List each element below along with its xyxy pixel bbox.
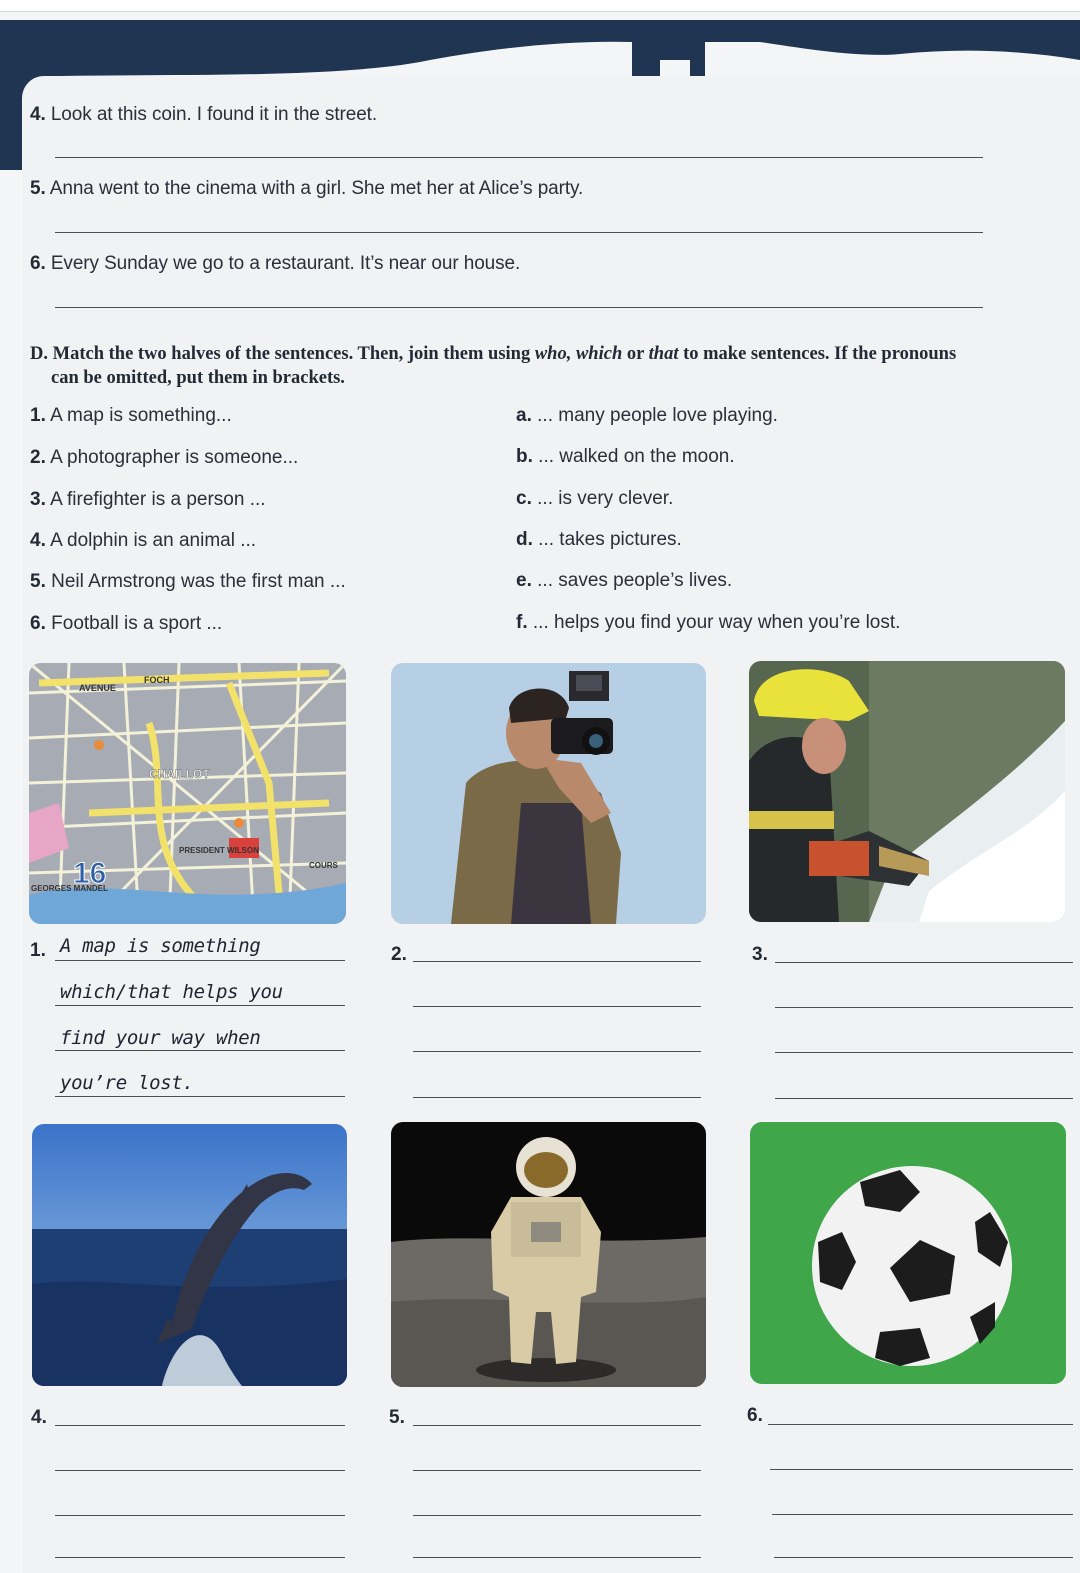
answer-line-3a[interactable] bbox=[775, 962, 1073, 963]
right-half-a: a. ... many people love playing. bbox=[516, 405, 778, 426]
answer-number-5: 5. bbox=[389, 1407, 405, 1428]
answer-line-4d[interactable] bbox=[55, 1557, 345, 1558]
question-4: 4. Look at this coin. I found it in the street. bbox=[30, 104, 378, 125]
answer-line-5d[interactable] bbox=[413, 1557, 701, 1558]
answer-line-q5[interactable] bbox=[55, 232, 983, 233]
dolphin-image bbox=[32, 1124, 347, 1386]
left-half-5: 5. Neil Armstrong was the first man ... bbox=[30, 571, 346, 592]
photographer-image bbox=[391, 663, 706, 924]
astronaut-image bbox=[391, 1122, 706, 1387]
left-half-4: 4. A dolphin is an animal ... bbox=[30, 530, 257, 551]
answer-line-6a[interactable] bbox=[768, 1424, 1073, 1425]
answer-number-6: 6. bbox=[747, 1405, 763, 1426]
right-half-c: c. ... is very clever. bbox=[516, 488, 674, 509]
task-d-instructions: D. Match the two halves of the sentences. Then, join them using who, which or that to make sentences. If the pronouns can be omitted, put them in brackets. bbox=[30, 344, 957, 388]
answer-number-2: 2. bbox=[391, 944, 407, 965]
answer-line-4a[interactable] bbox=[55, 1425, 345, 1426]
answer-line-1d[interactable] bbox=[55, 1096, 345, 1097]
answer-line-5a[interactable] bbox=[413, 1425, 701, 1426]
answer-line-4c[interactable] bbox=[55, 1515, 345, 1516]
map-label-avenue: AVENUE bbox=[79, 683, 116, 693]
answer-line-1b[interactable] bbox=[55, 1005, 345, 1006]
map-label-cours: COURS bbox=[309, 861, 338, 870]
answer-line-1c[interactable] bbox=[55, 1050, 345, 1051]
right-half-f: f. ... helps you find your way when you’re lost. bbox=[516, 612, 901, 633]
answer-number-4: 4. bbox=[31, 1407, 47, 1428]
left-half-1: 1. A map is something... bbox=[30, 405, 232, 426]
answer-line-3d[interactable] bbox=[775, 1098, 1073, 1099]
map-image bbox=[29, 663, 346, 924]
map-label-georges-mandel: GEORGES MANDEL bbox=[31, 884, 108, 893]
answer-line-3c[interactable] bbox=[775, 1052, 1073, 1053]
right-half-d: d. ... takes pictures. bbox=[516, 529, 682, 550]
firefighter-image bbox=[749, 661, 1065, 922]
answer-number-1: 1. bbox=[30, 940, 46, 961]
answer-line-6b[interactable] bbox=[770, 1469, 1073, 1470]
question-5: 5. Anna went to the cinema with a girl. She met her at Alice’s party. bbox=[30, 178, 584, 199]
right-half-b: b. ... walked on the moon. bbox=[516, 446, 735, 467]
answer-line-q6[interactable] bbox=[55, 307, 983, 308]
map-label-president-wilson: PRESIDENT WILSON bbox=[179, 846, 260, 855]
left-half-2: 2. A photographer is someone... bbox=[30, 447, 299, 468]
map-label-district: 16 bbox=[73, 857, 107, 890]
map-label-chaillot: CHAILLOT bbox=[149, 767, 210, 781]
answer-line-2a[interactable] bbox=[413, 961, 701, 962]
football-image bbox=[750, 1122, 1066, 1384]
answer-line-3b[interactable] bbox=[775, 1007, 1073, 1008]
top-border bbox=[0, 0, 1080, 12]
answer-line-6c[interactable] bbox=[772, 1514, 1073, 1515]
example-answer-line-3: find your way when bbox=[60, 1027, 261, 1049]
map-label-foch: FOCH bbox=[144, 675, 170, 685]
answer-line-q4[interactable] bbox=[55, 157, 983, 158]
left-half-3: 3. A firefighter is a person ... bbox=[30, 489, 266, 510]
answer-line-5c[interactable] bbox=[413, 1515, 701, 1516]
question-6: 6. Every Sunday we go to a restaurant. It’s near our house. bbox=[30, 253, 521, 274]
answer-line-6d[interactable] bbox=[774, 1557, 1073, 1558]
answer-line-2d[interactable] bbox=[413, 1097, 701, 1098]
answer-line-1a[interactable] bbox=[55, 960, 345, 961]
left-half-6: 6. Football is a sport ... bbox=[30, 613, 223, 634]
answer-line-4b[interactable] bbox=[55, 1470, 345, 1471]
answer-line-2c[interactable] bbox=[413, 1051, 701, 1052]
example-answer-line-1: A map is something bbox=[60, 935, 261, 957]
example-answer-line-2: which/that helps you bbox=[60, 981, 283, 1003]
right-half-e: e. ... saves people’s lives. bbox=[516, 570, 733, 591]
example-answer-line-4: you’re lost. bbox=[60, 1072, 194, 1094]
answer-number-3: 3. bbox=[752, 944, 768, 965]
answer-line-2b[interactable] bbox=[413, 1006, 701, 1007]
answer-line-5b[interactable] bbox=[413, 1470, 701, 1471]
